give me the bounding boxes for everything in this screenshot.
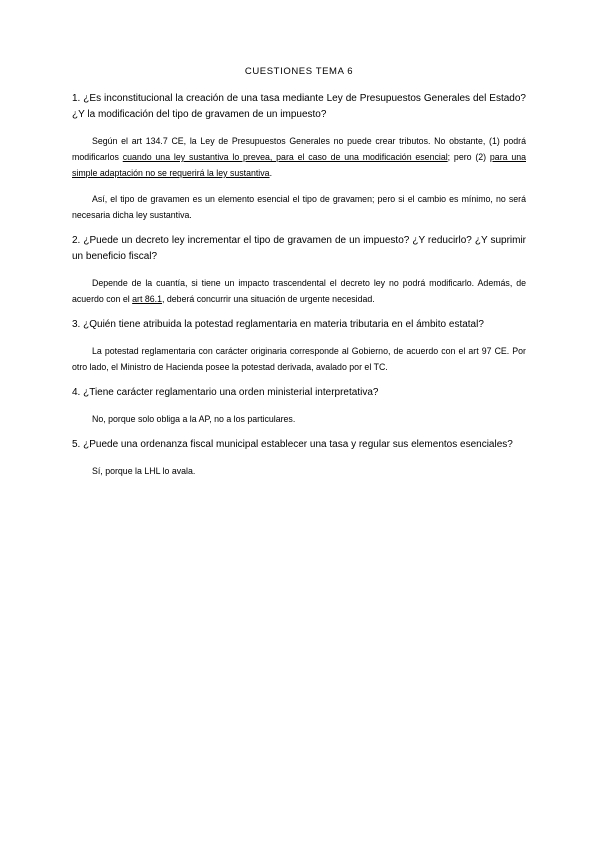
question-4: 4. ¿Tiene carácter reglamentario una orden ministerial interpretativa? [72, 387, 379, 398]
answer-2-text-a: Depende de la cuantía, si tiene un impacto trascendental el decreto ley no podrá modificarlo. Además, de acuerdo con el [72, 278, 526, 304]
question-1-block [72, 91, 526, 223]
answer-1-text-b: ; pero (2) [447, 152, 490, 162]
answer-1-underline-1: cuando una ley sustantiva lo prevea, para el caso de una modificación esencial [122, 152, 448, 162]
answer-4: No, porque solo obliga a la AP, no a los particulares. [92, 414, 296, 424]
answer-5: Sí, porque la LHL lo avala. [92, 466, 196, 476]
question-2: 2. ¿Puede un decreto ley incrementar el tipo de gravamen de un impuesto? ¿Y reducirlo? ¿Y suprimir un beneficio fiscal? [72, 235, 526, 262]
answer-2 [72, 275, 526, 307]
answer-1-paragraph-2: Así, el tipo de gravamen es un elemento esencial el tipo de gravamen; pero si el cambio es mínimo, no será necesaria dicha ley sustantiva. [72, 194, 526, 220]
answer-1-text-a: Según el art 134.7 CE, la Ley de Presupuestos Generales no puede crear tributos. No obstante, (1) podrá modificarlos [72, 136, 526, 162]
question-3-block [72, 317, 526, 375]
answer-1-paragraph-1 [72, 133, 526, 181]
answer-2-text-b: , deberá concurrir una situación de urgente necesidad. [162, 294, 375, 304]
document-page [72, 66, 526, 489]
answer-3: La potestad reglamentaria con carácter originaria corresponde al Gobierno, de acuerdo con el art 97 CE. Por otro lado, el Ministro de Hacienda posee la potestad derivada, avalado por el TC. [72, 346, 526, 372]
answer-1-underline-2: para una simple adaptación no se requerirá la ley sustantiva [72, 152, 526, 178]
question-4-block [72, 385, 526, 427]
answer-2-underline: art 86.1 [132, 294, 162, 304]
question-1: 1. ¿Es inconstitucional la creación de una tasa mediante Ley de Presupuestos Generales del Estado? ¿Y la modificación del tipo de gravamen de un impuesto? [72, 93, 526, 120]
question-5-block [72, 437, 526, 479]
answer-1-text-c: . [269, 168, 273, 178]
document-title: CUESTIONES TEMA 6 [244, 66, 354, 77]
question-3: 3. ¿Quién tiene atribuida la potestad reglamentaria en materia tributaria en el ámbito estatal? [72, 319, 484, 330]
question-5: 5. ¿Puede una ordenanza fiscal municipal establecer una tasa y regular sus elementos esenciales? [72, 439, 513, 450]
question-2-block [72, 233, 526, 307]
